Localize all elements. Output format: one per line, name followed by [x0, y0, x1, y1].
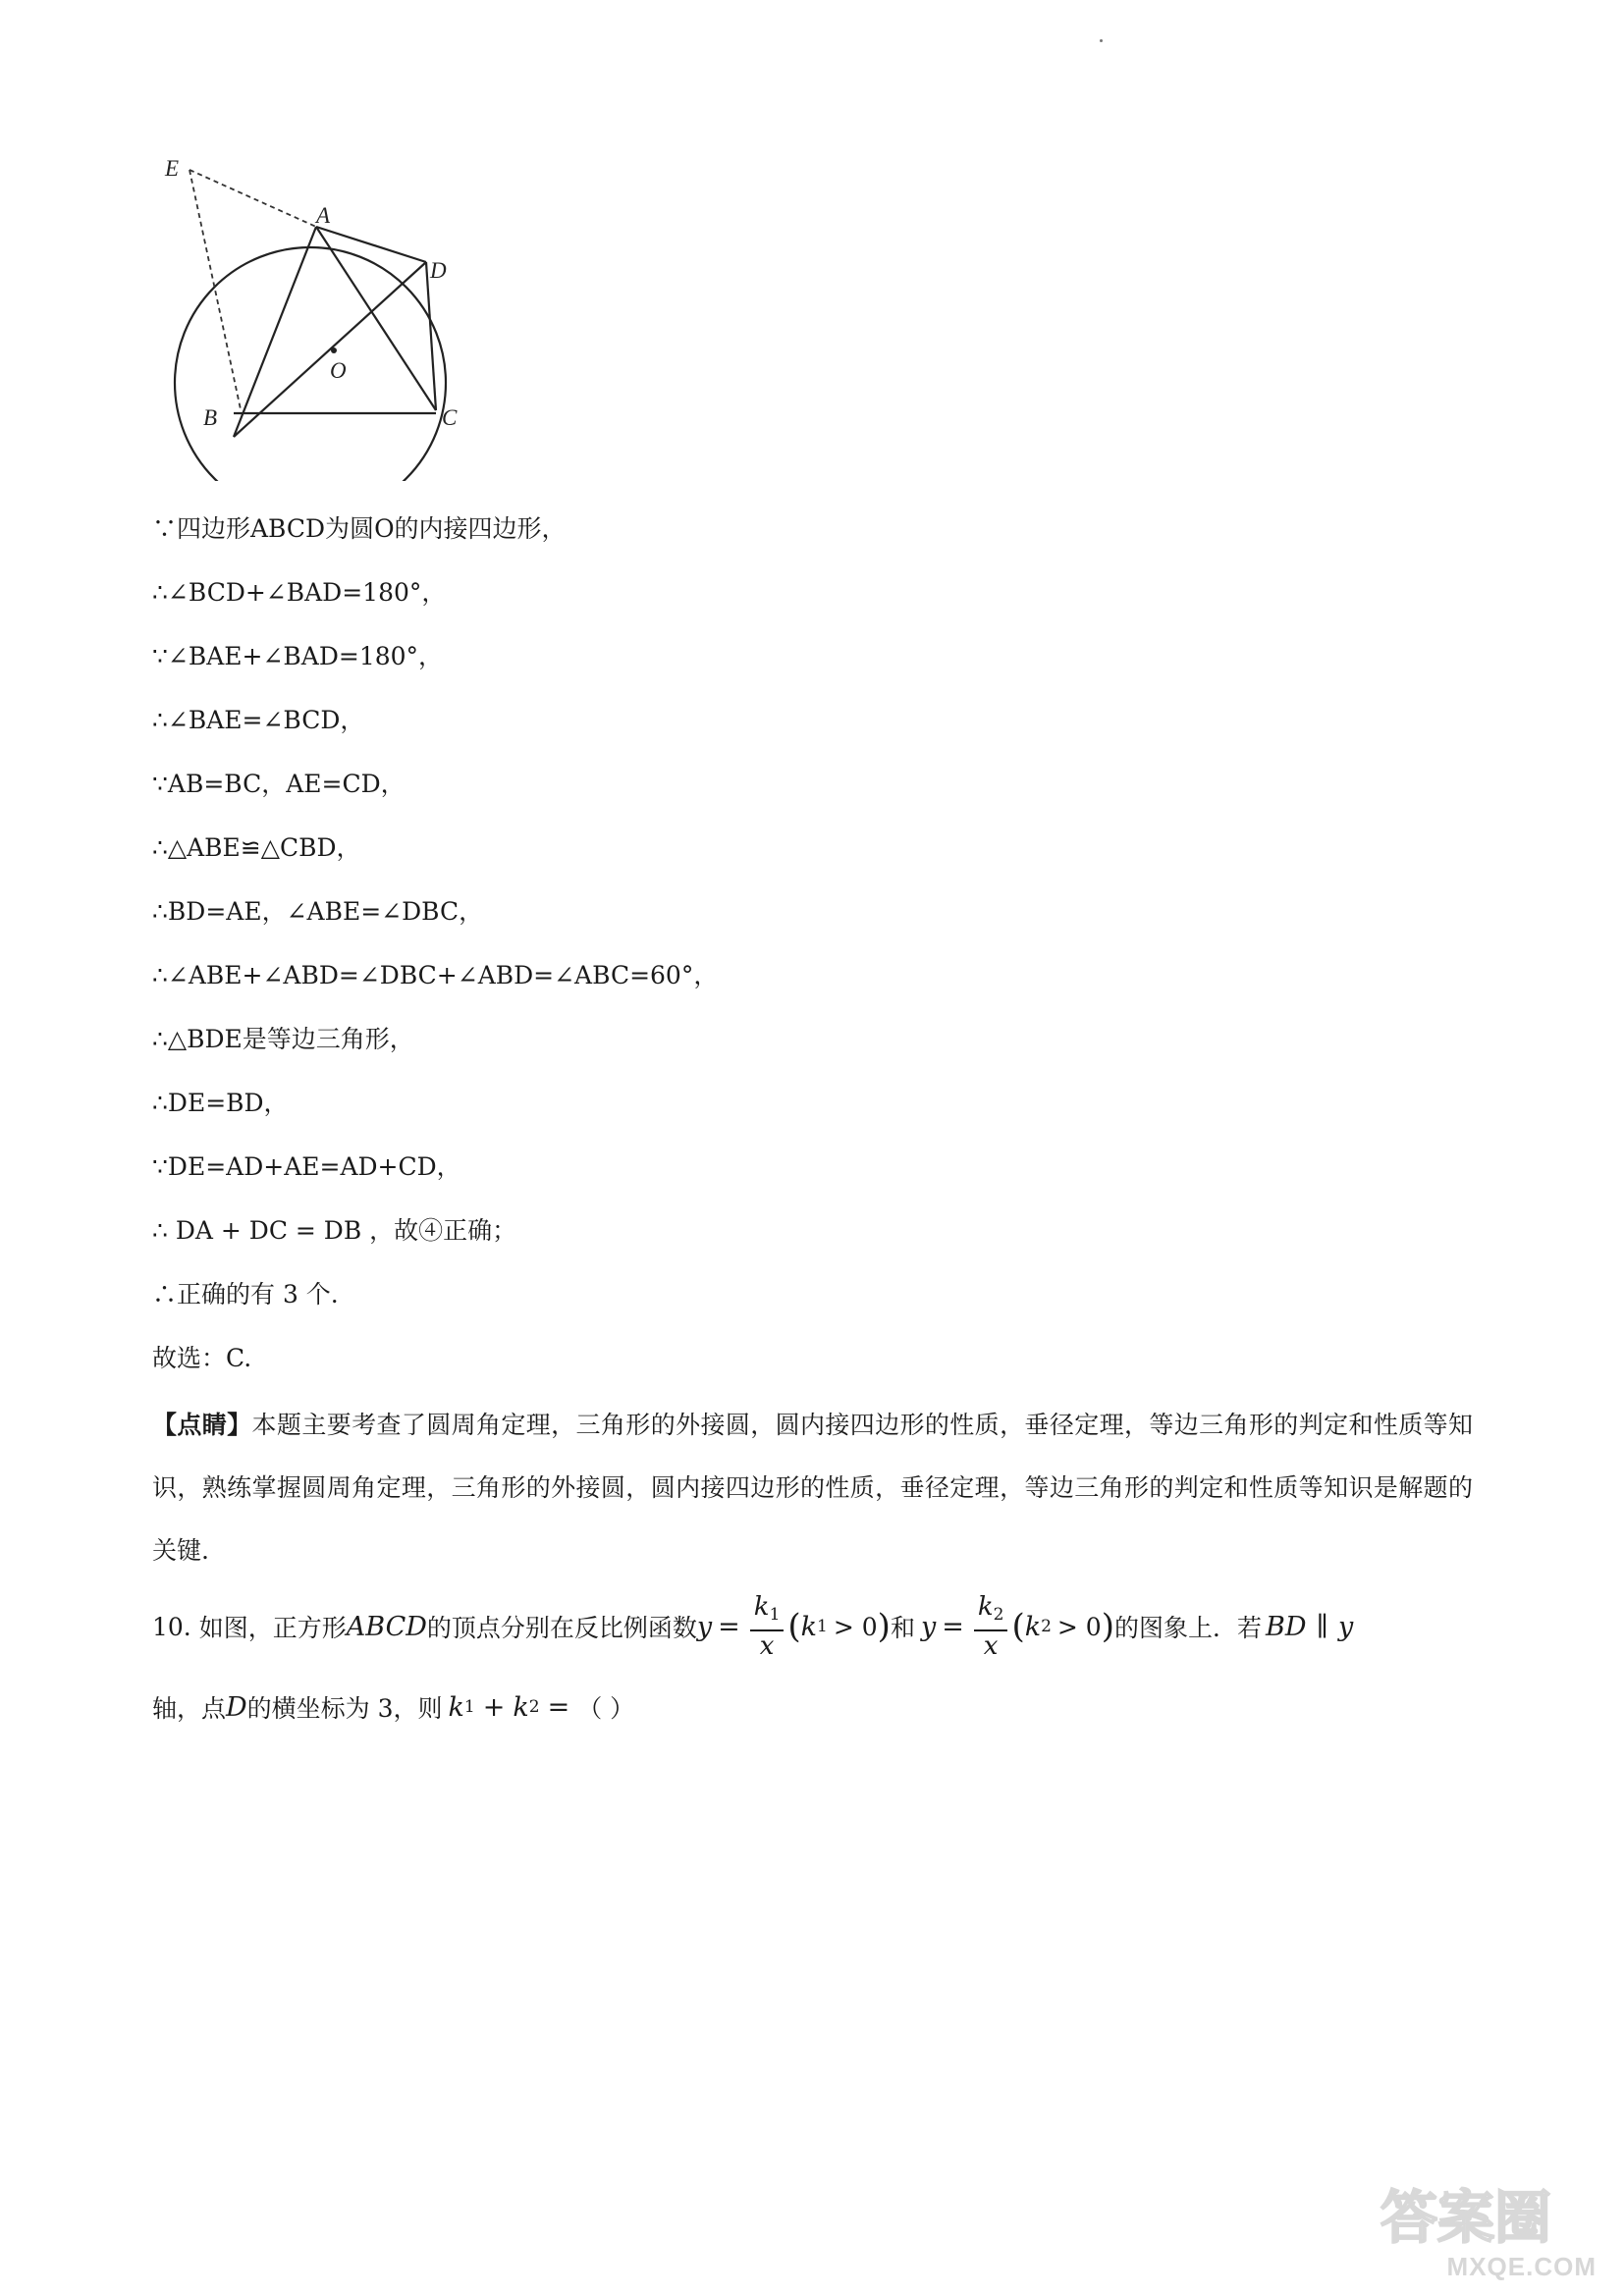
bd-label: BD [1266, 1611, 1307, 1642]
k2-condition: > 0 [1056, 1612, 1102, 1641]
proof-line: ∵AB=BC，AE=CD， [152, 770, 406, 798]
label-c: C [442, 405, 458, 430]
label-d: D [430, 258, 447, 283]
comment-paragraph [152, 1394, 1473, 1582]
paren-close: ) [877, 1607, 891, 1646]
label-b: B [203, 405, 218, 430]
segment-ea [189, 170, 316, 227]
proof-line: ∴正确的有 3 个. [152, 1280, 339, 1308]
segment-dc [426, 262, 436, 410]
segment-ad [316, 227, 426, 262]
proof-line: 故选：C. [152, 1344, 252, 1372]
proof-line: ∴ DA + DC = DB ，故④正确； [152, 1216, 517, 1245]
question-text-4: 轴，点 [152, 1694, 227, 1723]
paren-open-2: ( [1011, 1607, 1025, 1646]
parallel-symbol: ∥ [1316, 1611, 1328, 1642]
segment-ab [234, 227, 316, 437]
segment-eb [189, 170, 241, 409]
k2-cond: k [1024, 1611, 1042, 1642]
k1-condition: > 0 [833, 1612, 878, 1641]
label-a: A [316, 203, 331, 228]
question-text-5: 的横坐标为 3，则 [246, 1694, 443, 1723]
proof-line: ∵∠BAE+∠BAD=180°， [152, 642, 444, 670]
func2-y: y [920, 1611, 937, 1642]
proof-line: ∵四边形ABCD为圆O的内接四边形， [152, 514, 567, 543]
question-text-3: 的图象上．若 [1113, 1614, 1262, 1642]
k1-cond: k [800, 1611, 818, 1642]
watermark-logo-icon [1371, 2174, 1597, 2253]
comment-text: 本题主要考查了圆周角定理，三角形的外接圆，圆内接四边形的性质，垂径定理，等边三角形的判定和性质等知识，熟练掌握圆周角定理，三角形的外接圆，圆内接四边形的性质，垂径定理，等边三角形的判定和性质等知识是解题的关键. [152, 1411, 1473, 1565]
svg-text:答案圈: 答案圈 [1380, 2184, 1552, 2251]
comment-tag: 【点睛】 [152, 1411, 252, 1439]
paren-close-2: ) [1101, 1607, 1114, 1646]
center-point [331, 347, 337, 353]
proof-line: ∴DE=BD， [152, 1089, 289, 1117]
question-text-2: 的顶点分别在反比例函数 [426, 1614, 697, 1642]
geometry-figure [147, 142, 481, 481]
question-text-1: 如图，正方形 [198, 1614, 347, 1642]
func1-fraction: $\frac{k_1}{x}$ [750, 1592, 785, 1661]
sum-k2: k [513, 1691, 529, 1723]
plus-sign: + [482, 1691, 506, 1723]
watermark-url: MXQE.COM [1446, 2252, 1597, 2281]
proof-line: ∴∠BAE=∠BCD， [152, 706, 365, 734]
y-axis-label: y [1337, 1611, 1354, 1642]
square-name: ABCD [346, 1611, 427, 1642]
proof-line: ∵DE=AD+AE=AD+CD， [152, 1152, 461, 1181]
label-e: E [165, 156, 180, 181]
scan-dot [1100, 39, 1103, 42]
proof-line: ∴BD=AE，∠ABE=∠DBC， [152, 897, 484, 926]
paren-open: ( [787, 1607, 801, 1646]
watermark [1371, 2174, 1597, 2282]
proof-steps [152, 509, 1468, 1403]
question-10: 10. 如图，正方形 ABCD 的顶点分别在反比例函数 y = $\frac{k_1}{x}$ ( k 1 > 0 ) 和 y = $\frac{k_2}{x}$ ( k 2 > 0 ) 的图象上．若 BD ∥ y 轴，点 D 的横坐标为 3，则 k 1 + k 2 = （ ） [152, 1592, 1354, 1723]
equals-sign: = [547, 1691, 570, 1723]
sum-k1: k [448, 1691, 464, 1723]
point-d: D [226, 1691, 247, 1723]
question-number: 10. [152, 1612, 191, 1641]
proof-line: ∴△ABE≌△CBD， [152, 833, 361, 862]
label-o: O [330, 358, 347, 383]
answer-blank: （ ） [577, 1694, 635, 1723]
proof-line: ∴∠ABE+∠ABD=∠DBC+∠ABD=∠ABC=60°， [152, 961, 719, 989]
and-word: 和 [890, 1614, 915, 1642]
func2-fraction: $\frac{k_2}{x}$ [974, 1592, 1008, 1661]
proof-line: ∴△BDE是等边三角形， [152, 1025, 414, 1053]
proof-line: ∴∠BCD+∠BAD=180°， [152, 578, 447, 607]
func1-eq: = [718, 1611, 740, 1642]
func2-eq: = [942, 1611, 964, 1642]
func1-y: y [696, 1611, 713, 1642]
